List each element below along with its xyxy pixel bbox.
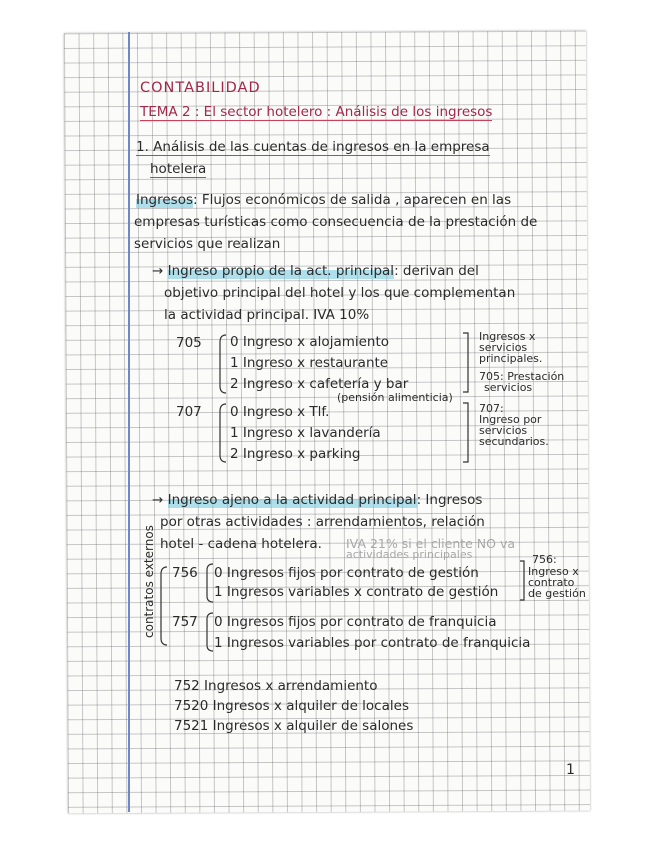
account-707-side-1: Ingreso por [479,413,542,426]
contracts-side-label: contratos externos [142,525,156,638]
brace-707-right [461,402,475,464]
account-707-side-0: 707: [479,402,504,415]
brace-705-right [461,332,475,394]
account-705-side-1: servicios [479,341,528,354]
tema-heading: TEMA 2 : El sector hotelero : Análisis de los ingresos [140,104,493,120]
account-756-row-0: 0 Ingresos fijos por contrato de gestión [214,565,479,581]
ajeno-heading: Ingreso ajeno a la actividad principal [167,492,417,508]
definition-line-2: empresas turísticas como consecuencia de la prestación de [134,214,538,230]
account-705-side-4: servicios [484,381,533,394]
arrow-icon: → [152,263,164,279]
account-705-side-0: Ingresos x [479,330,536,343]
account-756-side-1: Ingreso x [528,565,579,578]
brace-756-right [518,560,528,602]
account-707-row-0: 0 Ingreso x Tlf. [230,404,330,420]
arrow-icon: → [152,492,164,508]
ajeno-text-1: : Ingresos [416,492,483,508]
propio-line-3: la actividad principal. IVA 10% [164,307,370,323]
propio-heading: Ingreso propio de la act. principal [167,263,395,279]
account-757-code: 757 [172,614,198,630]
account-757-row-1: 1 Ingresos variables por contrato de franquicia [214,635,531,651]
account-705-code: 705 [176,335,202,351]
section-1-text: 1. Análisis de las cuentas de ingresos en la empresa [136,139,490,155]
ajeno-line-3: hotel - cadena hotelera. [160,536,322,552]
account-705-side-3: 705: Prestación [479,370,565,383]
account-705-note: (pensión alimenticia) [337,391,453,404]
account-752-row-2: 7521 Ingresos x alquiler de salones [174,718,414,734]
definition-text-1: : Flujos económicos de salida , aparecen en las [193,192,512,208]
definition-line-3: servicios que realizan [134,236,281,252]
propio-line-2: objetivo principal del hotel y los que complementan [164,285,516,301]
account-756-side-2: contrato [528,576,575,589]
account-752-row-1: 7520 Ingresos x alquiler de locales [174,698,409,714]
account-756-code: 756 [172,565,198,581]
account-756-side-0: 756: [532,553,557,566]
account-705-row-2: 2 Ingreso x cafetería y bar [230,376,409,392]
account-707-code: 707 [176,404,202,420]
ingresos-term: Ingresos [136,192,193,208]
account-756-row-1: 1 Ingresos variables x contrato de gestión [214,584,499,600]
section-1-cont-text: hotelera [150,161,207,177]
section-1-continuation [150,161,206,177]
page-number: 1 [566,762,575,778]
brace-contracts [159,566,169,646]
account-705-row-1: 1 Ingreso x restaurante [230,355,389,371]
ajeno-line-1 [152,492,482,508]
section-1-title [136,139,490,155]
definition-line-1 [136,192,511,208]
account-705-side-2: principales. [479,352,543,365]
account-705-row-0: 0 Ingreso x alojamiento [230,334,390,350]
account-757-row-0: 0 Ingresos fijos por contrato de franquicia [214,614,497,630]
margin-line [128,32,130,812]
ajeno-faint-2: actividades principales [346,548,473,561]
account-707-row-2: 2 Ingreso x parking [230,446,361,462]
ajeno-faint-1: IVA 21% si el cliente NO va [346,536,516,551]
brace-707 [218,403,228,463]
account-752-row-0: 752 Ingresos x arrendamiento [174,678,378,694]
propio-line-1 [152,263,479,279]
account-707-side-2: servicios [479,424,528,437]
account-707-row-1: 1 Ingreso x lavandería [230,425,381,441]
propio-text-1: : derivan del [394,263,479,279]
brace-705 [218,334,228,394]
ajeno-line-2: por otras actividades : arrendamientos, relación [160,514,485,530]
account-756-side-3: de gestión [528,587,586,600]
page-title: CONTABILIDAD [140,80,261,96]
account-707-side-3: secundarios. [479,435,549,448]
